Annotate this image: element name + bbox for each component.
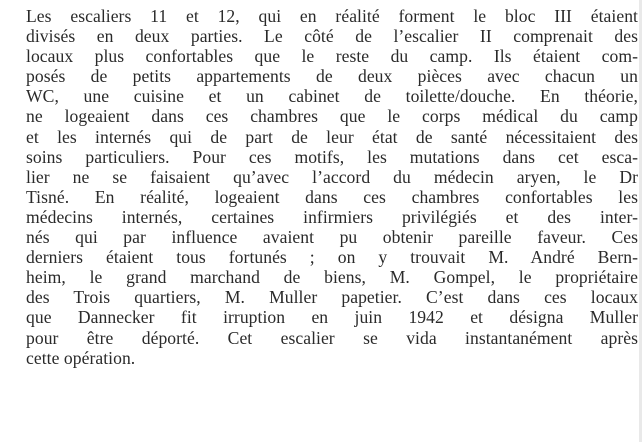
text-line-last: cette opération. — [26, 347, 136, 368]
text-line: derniers étaient tous fortunés ; on y trouvait M. André Bern- — [26, 247, 638, 268]
text-line: locaux plus confortables que le reste du camp. Ils étaient com- — [26, 46, 638, 67]
body-paragraph — [26, 6, 638, 368]
text-line: soins particuliers. Pour ces motifs, les mutations dans cet esca- — [26, 146, 638, 167]
text-line: nés qui par influence avaient pu obtenir pareille faveur. Ces — [26, 227, 638, 248]
text-line: pour être déporté. Cet escalier se vida instantanément après — [26, 327, 638, 348]
text-line: divisés en deux parties. Le côté de l’escalier II comprenait des — [26, 26, 638, 47]
text-line: lier ne se faisaient qu’avec l’accord du médecin aryen, le Dr — [26, 166, 638, 187]
text-line: et les internés qui de part de leur état de santé nécessitaient des — [26, 126, 638, 147]
text-line: que Dannecker fit irruption en juin 1942 et désigna Muller — [26, 307, 638, 328]
text-line: des Trois quartiers, M. Muller papetier. C’est dans ces locaux — [26, 287, 638, 308]
text-line: heim, le grand marchand de biens, M. Gompel, le propriétaire — [26, 267, 638, 288]
text-line: Tisné. En réalité, logeaient dans ces chambres confortables les — [26, 186, 638, 207]
text-line: Les escaliers 11 et 12, qui en réalité forment le bloc III étaient — [26, 6, 638, 26]
text-line: médecins internés, certaines infirmiers privilégiés et des inter- — [26, 206, 638, 227]
text-line: posés de petits appartements de deux pièces avec chacun un — [26, 66, 638, 87]
text-line: ne logeaient dans ces chambres que le corps médical du camp — [26, 106, 638, 127]
text-line: WC, une cuisine et un cabinet de toilette/douche. En théorie, — [26, 86, 638, 107]
